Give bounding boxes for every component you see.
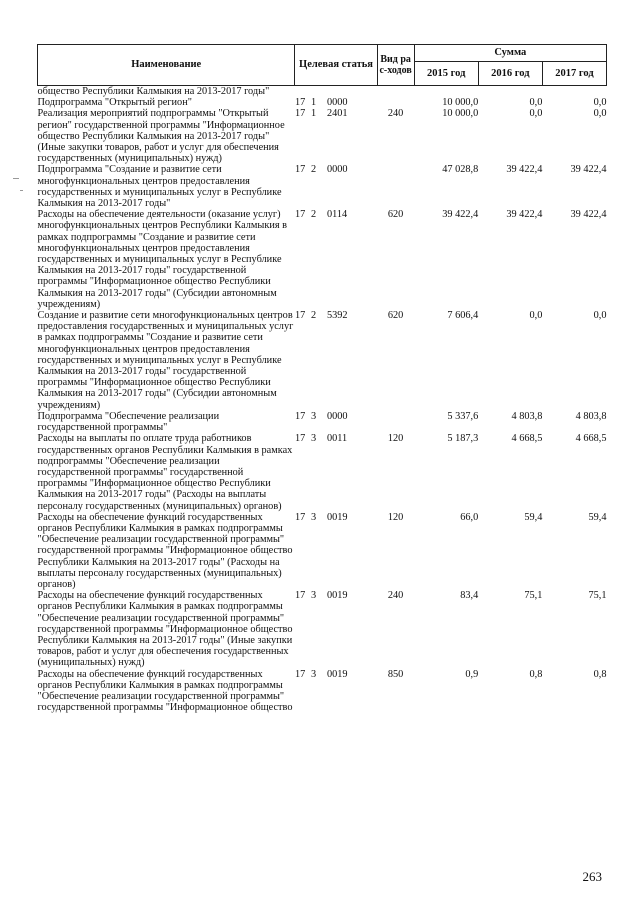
row-name: Подпрограмма "Обеспечение реализации государственной программы" (37, 410, 220, 434)
target-article-part: 2 (310, 310, 317, 322)
row-amount-2017: 39 422,4 (570, 164, 607, 176)
row-name: Расходы на обеспечение функций государственных органов Республики Калмыкия в рамках подпрограммы "Обеспечение реализации государственной программы" государственной программы "Информационное общество Республики Калмыкия на 2013-2017 годы" (Расходы на выплаты персоналу государственных (муниципальных) органов) (37, 511, 293, 590)
row-name: Расходы на обеспечение функций государственных органов Республики Калмыкия в рамках подпрограммы "Обеспечение реализации государственной программы" государственной программы "Информационное общество Республики Калмыкия на 2013-2017 годы" (Иные закупки товаров, работ и услуг для обеспечения государственных (муниципальных) нужд) (37, 590, 293, 669)
row-expense-type: 620 (387, 209, 404, 221)
table-row (38, 97, 607, 108)
table-row (38, 512, 607, 590)
row-expense-type: 120 (387, 511, 404, 523)
target-article-part: 3 (310, 433, 317, 445)
row-amount-2015: 7 606,4 (447, 310, 479, 322)
target-article-part: 3 (310, 511, 317, 523)
row-amount-2016: 0,0 (529, 310, 543, 322)
target-article-part: 17 (294, 410, 306, 422)
row-target-article (295, 209, 377, 310)
row-amount-2016: 39 422,4 (506, 164, 543, 176)
row-name: общество Республики Калмыкия на 2013-2017 годы" (37, 86, 270, 97)
row-amount-2015: 66,0 (460, 511, 479, 523)
row-amount-2015: 83,4 (460, 590, 479, 602)
row-amount-2016 (478, 86, 542, 98)
target-article-part: 5392 (326, 310, 348, 322)
target-article-part: 3 (310, 590, 317, 602)
row-expense-type (377, 164, 414, 209)
row-amount-2017: 0,0 (593, 97, 607, 109)
budget-table (37, 44, 607, 713)
row-amount-2016: 0,0 (529, 108, 543, 120)
table-row (38, 669, 607, 714)
margin-mark (20, 190, 23, 191)
row-target-article (295, 411, 377, 433)
target-article-part: 17 (294, 164, 306, 176)
table-body (38, 86, 607, 714)
target-article-part: 0011 (326, 433, 348, 445)
target-article-part: 17 (294, 511, 306, 523)
row-amount-2015: 5 337,6 (447, 410, 479, 422)
target-article-part: 17 (294, 590, 306, 602)
row-amount-2017: 39 422,4 (570, 209, 607, 221)
row-name: Подпрограмма "Открытый регион" (37, 97, 192, 109)
target-article-part: 0000 (326, 164, 348, 176)
target-article-part: 17 (294, 668, 306, 680)
table-row (38, 310, 607, 411)
row-amount-2017: 4 668,5 (575, 433, 607, 445)
target-article-part: 0019 (326, 590, 348, 602)
row-amount-2017: 59,4 (588, 511, 607, 523)
row-amount-2017: 75,1 (588, 590, 607, 602)
target-article-part: 0000 (326, 410, 348, 422)
row-name: Расходы на выплаты по оплате труда работников государственных органов Республики Калмыкия в рамках подпрограммы "Обеспечение реализации государственной программы" государственной программы "Информационное общество Республики Калмыкия на 2013-2017 годы" (Расходы на выплаты персоналу государственных (муниципальных) органов) (37, 433, 293, 512)
target-article-part: 17 (294, 97, 306, 109)
target-article-part: 2 (310, 209, 317, 221)
target-article-part: 3 (310, 410, 317, 422)
header-year-2016: 2016 год (478, 62, 542, 86)
row-amount-2016: 39 422,4 (506, 209, 543, 221)
header-year-2015: 2015 год (414, 62, 478, 86)
row-expense-type: 850 (387, 668, 404, 680)
row-amount-2016: 4 668,5 (511, 433, 543, 445)
row-amount-2017: 0,8 (593, 668, 607, 680)
table-row (38, 86, 607, 98)
target-article-part: 3 (310, 668, 317, 680)
header-expense-type: Вид рас-ходов (377, 45, 414, 86)
row-expense-type (377, 411, 414, 433)
row-target-article (295, 108, 377, 164)
row-amount-2016: 0,8 (529, 668, 543, 680)
margin-mark (13, 178, 19, 179)
header-sum: Сумма (414, 45, 606, 62)
row-amount-2015: 0,9 (465, 668, 479, 680)
row-target-article (295, 164, 377, 209)
target-article-part: 0019 (326, 511, 348, 523)
row-target-article (295, 86, 377, 98)
row-amount-2017: 4 803,8 (575, 410, 607, 422)
header-target-article: Целевая статья (295, 45, 377, 86)
target-article-part: 2 (310, 164, 317, 176)
target-article-part: 0114 (326, 209, 348, 221)
table-row (38, 590, 607, 668)
target-article-part: 2401 (326, 108, 348, 120)
row-amount-2016: 75,1 (524, 590, 543, 602)
row-amount-2016: 59,4 (524, 511, 543, 523)
target-article-part: 1 (310, 97, 317, 109)
table-row (38, 411, 607, 433)
row-target-article (295, 590, 377, 668)
target-article-part: 17 (294, 310, 306, 322)
row-amount-2016: 0,0 (529, 97, 543, 109)
target-article-part: 0000 (326, 97, 348, 109)
row-expense-type: 240 (387, 590, 404, 602)
row-amount-2016: 4 803,8 (511, 410, 543, 422)
row-target-article (295, 97, 377, 108)
row-amount-2015: 39 422,4 (442, 209, 479, 221)
row-target-article (295, 512, 377, 590)
row-target-article (295, 669, 377, 714)
row-target-article (295, 433, 377, 511)
row-amount-2017: 0,0 (593, 310, 607, 322)
row-amount-2015: 5 187,3 (447, 433, 479, 445)
row-expense-type: 120 (387, 433, 404, 445)
row-expense-type: 620 (387, 310, 404, 322)
table-row (38, 209, 607, 310)
row-amount-2015 (414, 86, 478, 98)
row-amount-2015: 10 000,0 (442, 97, 479, 109)
row-target-article (295, 310, 377, 411)
row-amount-2015: 47 028,8 (442, 164, 479, 176)
row-name: Подпрограмма "Создание и развитие сети многофункциональных центров предоставления государственных и муниципальных услуг в Республике Калмыкия на 2013-2017 годы" (37, 164, 282, 210)
header-name: Наименование (38, 45, 295, 86)
row-amount-2017: 0,0 (593, 108, 607, 120)
header-year-2017: 2017 год (542, 62, 606, 86)
target-article-part: 0019 (326, 668, 348, 680)
table-row (38, 164, 607, 209)
row-name: Создание и развитие сети многофункциональных центров предоставления государственных и муниципальных услуг в рамках подпрограммы "Создание и развитие сети многофункциональных центров предоставления государственных и муниципальных услуг в Республике Калмыкия на 2013-2017 годы" государственной программы "Информационное общество Республики Калмыкия на 2013-2017 годы" (Субсидии автономным учреждениям) (37, 310, 294, 411)
row-amount-2017 (542, 86, 606, 98)
row-expense-type: 240 (387, 108, 404, 120)
row-amount-2015: 10 000,0 (442, 108, 479, 120)
target-article-part: 17 (294, 433, 306, 445)
row-name: Расходы на обеспечение деятельности (оказание услуг) многофункциональных центров Республики Калмыкия в рамках подпрограммы "Создание и развитие сети многофункциональных центров предоставления государственных и муниципальных услуг в Республике Калмыкия на 2013-2017 годы" государственной программы "Информационное общество Республики Калмыкия на 2013-2017 годы" (Субсидии автономным учреждениям) (37, 209, 288, 310)
table-row (38, 108, 607, 164)
row-expense-type (377, 86, 414, 98)
row-expense-type (377, 97, 414, 108)
row-name: Реализация мероприятий подпрограммы "Открытый регион" государственной программы "Информационное общество Республики Калмыкия на 2013-2017 годы" (Иные закупки товаров, работ и услуг для обеспечения государственных (муниципальных) нужд) (37, 108, 285, 165)
target-article-part: 17 (294, 108, 306, 120)
table-header (38, 45, 607, 86)
page-number: 263 (582, 869, 602, 884)
row-name: Расходы на обеспечение функций государственных органов Республики Калмыкия в рамках подпрограммы "Обеспечение реализации государственной программы" государственной программы "Информационное общество (37, 668, 293, 714)
table-row (38, 433, 607, 511)
target-article-part: 17 (294, 209, 306, 221)
target-article-part: 1 (310, 108, 317, 120)
